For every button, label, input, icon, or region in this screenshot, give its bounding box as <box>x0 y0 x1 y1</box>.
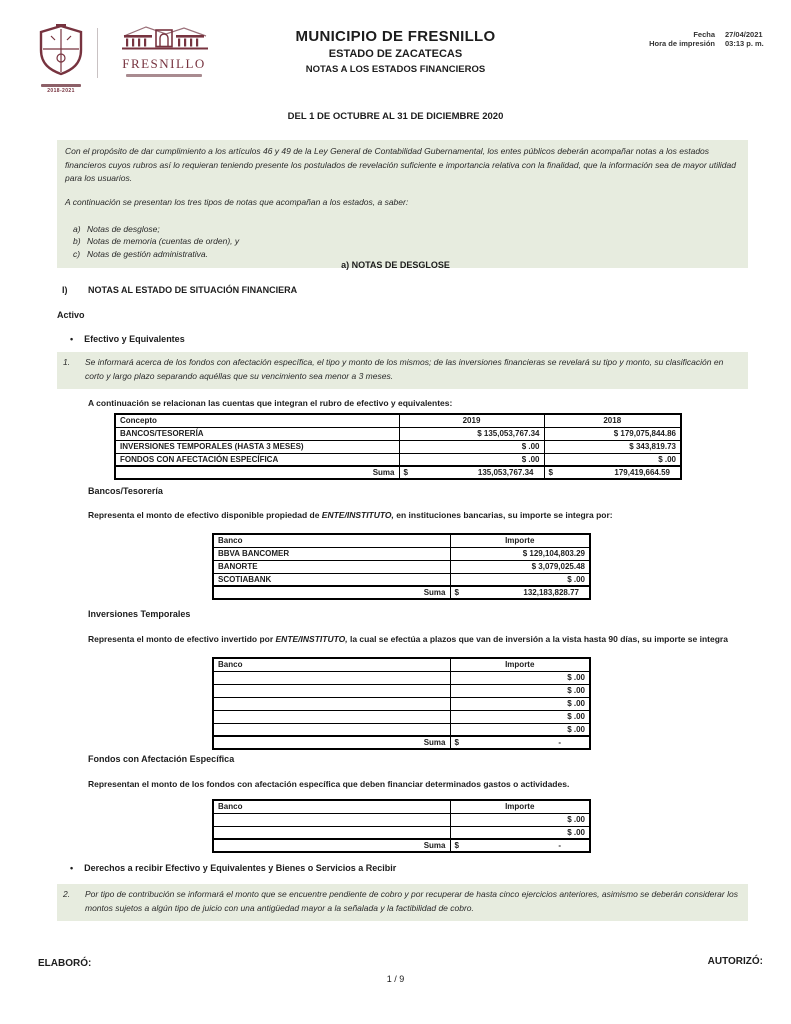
list-spacer <box>65 248 73 260</box>
bullet-icon: • <box>70 334 74 344</box>
financial-table <box>212 657 591 750</box>
table-sum-row <box>213 839 590 852</box>
table-amount-cell: $ .00 <box>450 671 590 684</box>
sum-amount-value: - <box>558 841 561 850</box>
bullet-icon: • <box>70 863 74 873</box>
sum-amount-cell <box>544 466 681 479</box>
page-subtitle-state: ESTADO DE ZACATECAS <box>328 48 463 60</box>
table-amount-cell: $ .00 <box>399 440 544 453</box>
table-amount-cell: $ 129,104,803.29 <box>450 547 590 560</box>
table-header-cell: Importe <box>450 658 590 671</box>
sum-amount-value: 179,419,664.59 <box>614 468 670 477</box>
table-amount-cell: $ .00 <box>544 453 681 466</box>
list-text: Notas de gestión administrativa. <box>87 248 208 259</box>
inversiones-paragraph <box>88 634 728 644</box>
table-header-cell: Concepto <box>115 414 399 427</box>
table-sum-row <box>213 586 590 599</box>
footer-elaboro-label: ELABORÓ: <box>38 958 92 969</box>
table-row <box>213 697 590 710</box>
table-label-cell <box>213 684 450 697</box>
list-spacer <box>65 223 73 235</box>
table-sum-row <box>213 736 590 749</box>
heading-notas-desglose: a) NOTAS DE DESGLOSE <box>341 260 450 270</box>
bancos-paragraph <box>88 510 613 520</box>
table-amount-cell: $ 3,079,025.48 <box>450 560 590 573</box>
intro-note-box <box>57 140 748 268</box>
sum-label-cell: Suma <box>213 736 450 749</box>
intro-note-types-list <box>65 223 738 260</box>
table-sum-row <box>115 466 681 479</box>
table-header-cell: Banco <box>213 800 450 813</box>
table-row <box>213 710 590 723</box>
table-label-cell <box>213 826 450 839</box>
table-header-cell: 2019 <box>399 414 544 427</box>
bullet-efectivo-equivalentes <box>70 334 185 344</box>
table-row <box>213 723 590 736</box>
list-text: Notas de desglose; <box>87 224 160 234</box>
table-amount-cell: $ 343,819.73 <box>544 440 681 453</box>
list-item <box>65 223 738 235</box>
print-time-label: Hora de impresión <box>649 39 715 48</box>
table-label-cell <box>213 723 450 736</box>
table-amount-cell: $ .00 <box>450 684 590 697</box>
fondos-paragraph: Representan el monto de los fondos con afectación específica que deben financiar determinados gastos o actividades. <box>88 779 570 789</box>
print-info <box>649 30 777 48</box>
table-label-cell: FONDOS CON AFECTACIÓN ESPECÍFICA <box>115 453 399 466</box>
heading-text: NOTAS AL ESTADO DE SITUACIÓN FINANCIERA <box>88 285 298 295</box>
period-line: DEL 1 DE OCTUBRE AL 31 DE DICIEMBRE 2020 <box>287 111 504 122</box>
bullet-text: Derechos a recibir Efectivo y Equivalentes y Bienes o Servicios a Recibir <box>84 863 397 873</box>
heading-numeral: I) <box>62 285 68 295</box>
table-row <box>115 427 681 440</box>
table-row <box>213 573 590 586</box>
sum-amount-value: 132,183,828.77 <box>523 588 579 597</box>
currency-symbol: $ <box>454 738 459 747</box>
table-amount-cell: $ .00 <box>399 453 544 466</box>
sum-amount-cell <box>450 586 590 599</box>
list-spacer <box>65 235 73 247</box>
table-header-cell: Banco <box>213 658 450 671</box>
list-letter: b) <box>73 236 81 247</box>
print-date-value: 27/04/2021 <box>725 30 763 39</box>
page-number: 1 / 9 <box>386 974 405 984</box>
table-label-cell: SCOTIABANK <box>213 573 450 586</box>
heading-bancos-tesoreria: Bancos/Tesorería <box>88 486 163 496</box>
note-number: 2. <box>63 889 71 899</box>
table-label-cell: BANCOS/TESORERÍA <box>115 427 399 440</box>
note-text: Por tipo de contribución se informará el monto que se encuentre pendiente de cobro y por recuperar de hasta cinco ejercicios anteriores, asimismo se deberán considerar los montos sujetos a algún tipo de juicio con una antigüedad mayor a la señalada y la factibilidad de cobro. <box>85 889 738 913</box>
list-text: Notas de memoria (cuentas de orden), y <box>87 236 240 247</box>
table-fondos-afectacion <box>212 799 591 853</box>
list-letter: a) <box>73 224 81 234</box>
financial-table <box>114 413 682 480</box>
note-2-box <box>57 884 748 921</box>
table-header-cell: Banco <box>213 534 450 547</box>
financial-table <box>212 533 591 600</box>
sum-label-cell: Suma <box>213 839 450 852</box>
heading-situacion-financiera <box>62 285 297 295</box>
table-row <box>213 547 590 560</box>
table-label-cell: BBVA BANCOMER <box>213 547 450 560</box>
sum-amount-value: 135,053,767.34 <box>477 468 534 477</box>
heading-fondos-afectacion: Fondos con Afectación Específica <box>88 754 235 764</box>
footer-autorizo-label: AUTORIZÓ: <box>707 956 763 967</box>
bullet-text: Efectivo y Equivalentes <box>84 334 185 344</box>
table-header-cell: Importe <box>450 534 590 547</box>
table-amount-cell: $ 135,053,767.34 <box>399 427 544 440</box>
sum-label-cell: Suma <box>115 466 399 479</box>
table-row <box>213 826 590 839</box>
seal-caption-years: 2018-2021 <box>47 88 75 94</box>
print-date-label: Fecha <box>693 30 715 39</box>
financial-table <box>212 799 591 853</box>
table-row <box>115 453 681 466</box>
paragraph-text: Representa el monto de efectivo invertido por <box>88 634 276 644</box>
list-letter: c) <box>73 248 81 259</box>
currency-symbol: $ <box>454 588 459 597</box>
heading-activo: Activo <box>57 310 85 320</box>
note-1-box <box>57 352 748 389</box>
table-row <box>213 813 590 826</box>
table-header-cell: Importe <box>450 800 590 813</box>
ente-instituto-emphasis: ENTE/INSTITUTO, <box>275 634 348 644</box>
table-amount-cell: $ .00 <box>450 826 590 839</box>
sum-amount-cell <box>450 736 590 749</box>
table-amount-cell: $ .00 <box>450 573 590 586</box>
paragraph-text: en instituciones bancarias, su importe se integra por: <box>393 510 613 520</box>
seal-caption-illegible <box>41 84 81 87</box>
currency-symbol: $ <box>548 468 553 477</box>
list-item <box>65 235 738 247</box>
fresnillo-wordmark: FRESNILLO <box>122 56 206 71</box>
table-bancos-tesoreria <box>212 533 591 600</box>
table-header-cell: 2018 <box>544 414 681 427</box>
table-label-cell: INVERSIONES TEMPORALES (HASTA 3 MESES) <box>115 440 399 453</box>
table-label-cell <box>213 813 450 826</box>
table-row <box>213 560 590 573</box>
bullet-derechos-recibir <box>70 863 396 873</box>
table-amount-cell: $ .00 <box>450 813 590 826</box>
table-row <box>115 440 681 453</box>
page-title: MUNICIPIO DE FRESNILLO <box>295 28 496 45</box>
paragraph-text: la cual se efectúa a plazos que van de inversión a la vista hasta 90 días, su importe se integra <box>347 634 728 644</box>
sum-label-cell: Suma <box>213 586 450 599</box>
sum-amount-cell <box>450 839 590 852</box>
table-row <box>213 684 590 697</box>
heading-inversiones-temporales: Inversiones Temporales <box>88 609 191 619</box>
paragraph-text: Representa el monto de efectivo disponible propiedad de <box>88 510 322 520</box>
currency-symbol: $ <box>403 468 408 477</box>
sum-amount-cell <box>399 466 544 479</box>
page-subtitle-notes: NOTAS A LOS ESTADOS FINANCIEROS <box>305 64 486 75</box>
sum-amount-value: - <box>558 738 561 747</box>
table-amount-cell: $ 179,075,844.86 <box>544 427 681 440</box>
list-item <box>65 248 738 260</box>
note-number: 1. <box>63 357 71 367</box>
table-row <box>213 671 590 684</box>
table-amount-cell: $ .00 <box>450 697 590 710</box>
note-text: Se informará acerca de los fondos con afectación específica, el tipo y monto de los mismos; de las inversiones financieras se revelará su tipo y monto, su clasificación en corto y largo plazo separando aquéllas que su vencimiento sea menor a 3 meses. <box>85 357 724 381</box>
table-label-cell: BANORTE <box>213 560 450 573</box>
print-time-value: 03:13 p. m. <box>725 39 764 48</box>
intro-paragraph-1: Con el propósito de dar cumplimiento a los artículos 46 y 49 de la Ley General de Contabilidad Gubernamental, los entes públicos deberán acompañar notas a los estados financieros cuyos rubros así lo requieran teniendo presente los postulados de revelación suficiente e importancia relativa con la finalidad, que la información sea de mayor utilidad para los usuarios. <box>65 146 736 183</box>
currency-symbol: $ <box>454 841 459 850</box>
table-inversiones-temporales <box>212 657 591 750</box>
intro-paragraph-2: A continuación se presentan los tres tipos de notas que acompañan a los estados, a saber: <box>65 196 409 207</box>
efectivo-intro-line: A continuación se relacionan las cuentas que integran el rubro de efectivo y equivalentes: <box>88 398 453 408</box>
ente-instituto-emphasis: ENTE/INSTITUTO, <box>321 510 394 520</box>
table-amount-cell: $ .00 <box>450 723 590 736</box>
table-label-cell <box>213 671 450 684</box>
table-amount-cell: $ .00 <box>450 710 590 723</box>
table-efectivo-equivalentes <box>114 413 682 480</box>
table-label-cell <box>213 710 450 723</box>
table-label-cell <box>213 697 450 710</box>
